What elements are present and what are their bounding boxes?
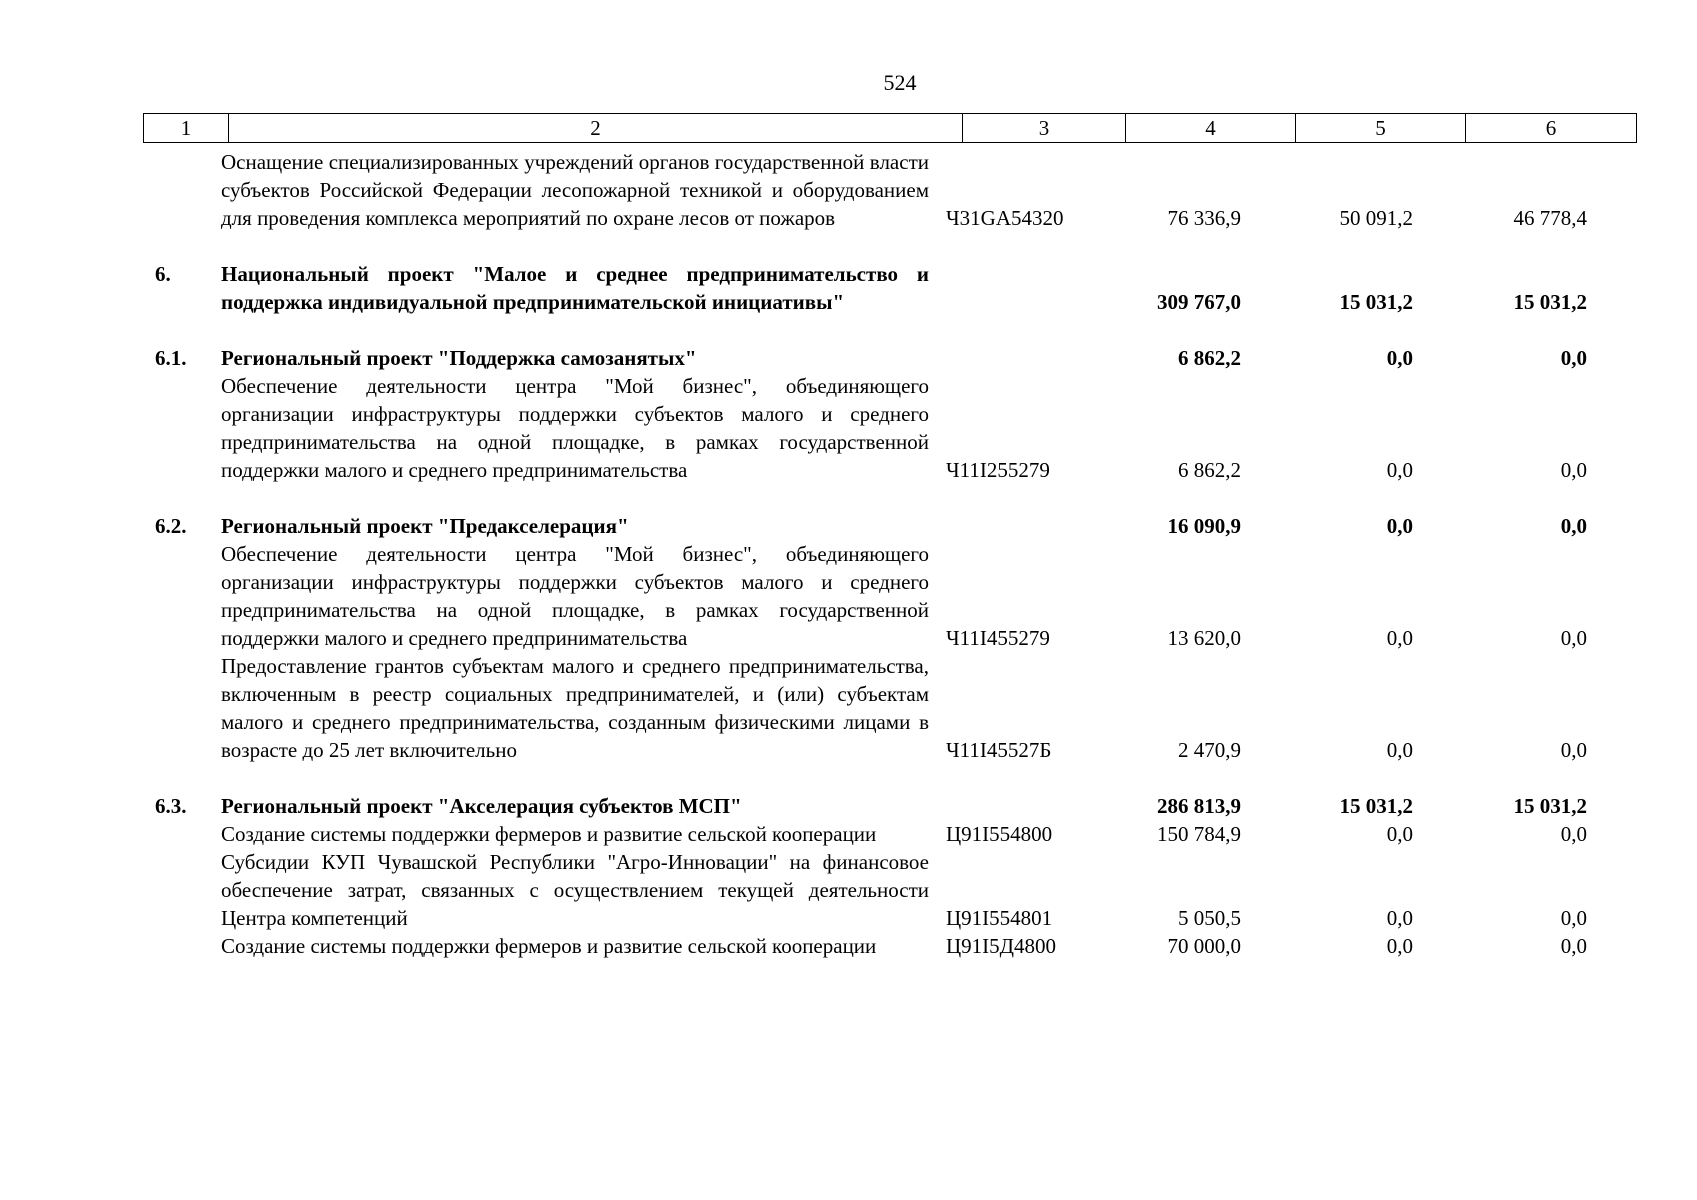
row-number: 6.3.: [155, 794, 187, 818]
row-name: Субсидии КУП Чувашской Республики "Агро-Инновации" на финансовое обеспечение затрат, связанных с осуществлением текущей деятельности Центра компетенций: [221, 850, 929, 930]
row-value-col4: 13 620,0: [1167, 626, 1241, 650]
row-value-col4: 286 813,9: [1157, 794, 1241, 818]
row-name: Региональный проект "Предакселерация": [221, 514, 629, 538]
row-value-col6: 0,0: [1560, 822, 1587, 846]
row-value-col5: 15 031,2: [1339, 794, 1413, 818]
row-name: Региональный проект "Акселерация субъектов МСП": [221, 794, 742, 818]
column-header-2: 2: [229, 114, 963, 143]
row-value-col4: 16 090,9: [1167, 514, 1241, 538]
column-header-3: 3: [963, 114, 1126, 143]
row-code: Ч11I455279: [946, 626, 1050, 650]
row-value-col5: 50 091,2: [1339, 206, 1413, 230]
row-name: Создание системы поддержки фермеров и развитие сельской кооперации: [221, 934, 877, 958]
row-value-col4: 5 050,5: [1178, 906, 1241, 930]
row-number: 6.1.: [155, 346, 187, 370]
page-number: 524: [883, 70, 917, 95]
row-name: Региональный проект "Поддержка самозанятых": [221, 346, 697, 370]
row-name: Обеспечение деятельности центра "Мой бизнес", объединяющего организации инфраструктуры поддержки субъектов малого и среднего предпринимательства на одной площадке, в рамках государственной поддержки малого и среднего предпринимательства: [221, 542, 929, 650]
row-value-col6: 15 031,2: [1513, 290, 1587, 314]
row-name: Обеспечение деятельности центра "Мой бизнес", объединяющего организации инфраструктуры поддержки субъектов малого и среднего предпринимательства на одной площадке, в рамках государственной поддержки малого и среднего предпринимательства: [221, 374, 929, 482]
row-number: 6.2.: [155, 514, 187, 538]
row-code: Ц91I554801: [946, 906, 1053, 930]
table-row-subsection: [143, 792, 1640, 820]
row-value-col6: 0,0: [1560, 626, 1587, 650]
column-header-5: 5: [1296, 114, 1466, 143]
row-value-col4: 2 470,9: [1178, 738, 1241, 762]
row-code: Ч11I255279: [946, 458, 1050, 482]
row-code: Ч11I45527Б: [946, 738, 1052, 762]
table-body: [143, 148, 1640, 960]
row-value-col5: 0,0: [1386, 738, 1413, 762]
row-value-col4: 150 784,9: [1157, 822, 1241, 846]
row-name: Оснащение специализированных учреждений органов государственной власти субъектов Российской Федерации лесопожарной техникой и оборудованием для проведения комплекса мероприятий по охране лесов от пожаров: [221, 150, 929, 230]
table-row: [143, 540, 1640, 652]
row-value-col6: 0,0: [1560, 514, 1587, 538]
row-value-col5: 0,0: [1386, 626, 1413, 650]
row-value-col6: 0,0: [1560, 458, 1587, 482]
row-value-col5: 0,0: [1386, 346, 1413, 370]
row-name: Предоставление грантов субъектам малого и среднего предпринимательства, включенным в реестр социальных предпринимателей, и (или) субъектам малого и среднего предпринимательства, созданным физическими лицами в возрасте до 25 лет включительно: [221, 654, 929, 762]
row-number: 6.: [155, 262, 171, 286]
row-code: Ц91I5Д4800: [946, 934, 1056, 958]
row-code: Ч31GA54320: [946, 206, 1064, 230]
row-code: Ц91I554800: [946, 822, 1053, 846]
table-row: [143, 848, 1640, 932]
row-value-col4: 70 000,0: [1167, 934, 1241, 958]
table-header: [143, 113, 1637, 143]
table-row-section: [143, 260, 1640, 316]
row-value-col6: 0,0: [1560, 934, 1587, 958]
table-row: [143, 932, 1640, 960]
table-row: [143, 820, 1640, 848]
row-value-col4: 76 336,9: [1167, 206, 1241, 230]
table-row: [143, 652, 1640, 764]
row-value-col6: 46 778,4: [1513, 206, 1587, 230]
row-name: Национальный проект "Малое и среднее предпринимательство и поддержка индивидуальной предпринимательской инициативы": [221, 262, 929, 314]
column-header-1: 1: [144, 114, 229, 143]
row-value-col5: 0,0: [1386, 458, 1413, 482]
table-row: [143, 148, 1640, 232]
row-value-col5: 0,0: [1386, 906, 1413, 930]
row-value-col5: 15 031,2: [1339, 290, 1413, 314]
row-value-col4: 6 862,2: [1178, 346, 1241, 370]
table-row-subsection: [143, 512, 1640, 540]
table-row: [143, 372, 1640, 484]
row-value-col6: 0,0: [1560, 906, 1587, 930]
column-header-4: 4: [1126, 114, 1296, 143]
table-row-subsection: [143, 344, 1640, 372]
row-value-col4: 6 862,2: [1178, 458, 1241, 482]
row-value-col5: 0,0: [1386, 934, 1413, 958]
row-value-col6: 0,0: [1560, 738, 1587, 762]
row-value-col5: 0,0: [1386, 822, 1413, 846]
row-value-col6: 0,0: [1560, 346, 1587, 370]
column-header-6: 6: [1466, 114, 1637, 143]
row-value-col5: 0,0: [1386, 514, 1413, 538]
row-name: Создание системы поддержки фермеров и развитие сельской кооперации: [221, 822, 877, 846]
row-value-col4: 309 767,0: [1157, 290, 1241, 314]
row-value-col6: 15 031,2: [1513, 794, 1587, 818]
